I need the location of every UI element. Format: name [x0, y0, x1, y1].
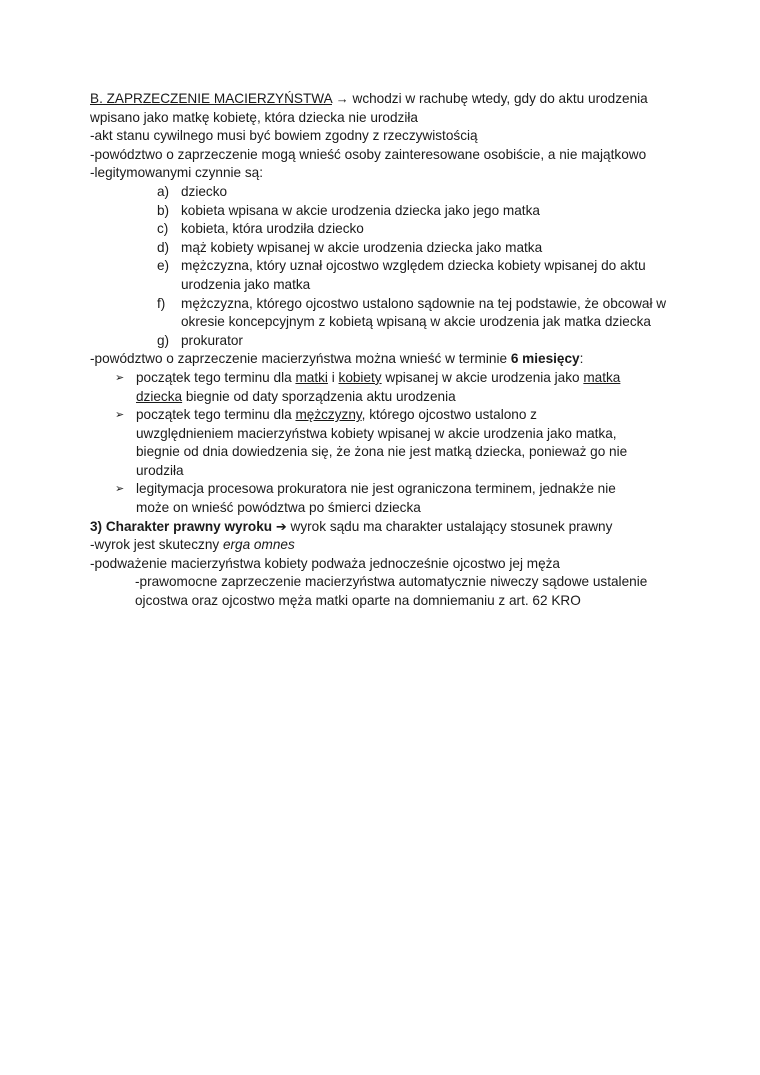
list-item: e) mężczyzna, który uznał ojcostwo względem dziecka kobiety wpisanej do aktu urodzenia jako matka [157, 258, 646, 292]
arrow-bullet-icon: ➢ [115, 371, 125, 384]
list-item: ➢ początek tego terminu dla matki i kobiety wpisanej w akcie urodzenia jako matka dziecka biegnie od daty sporządzenia aktu urodzenia [115, 369, 621, 404]
term-bullets [90, 369, 690, 518]
section-b-heading-line [90, 90, 690, 109]
section-b-intro-line2: wpisano jako matkę kobietę, która dziecka nie urodziła [90, 109, 418, 125]
section-b-line4: -powództwo o zaprzeczenie mogą wnieść osoby zainteresowane osobiście, a nie majątkowo [90, 146, 647, 162]
section-b-title: B. ZAPRZECZENIE MACIERZYŃSTWA [90, 91, 332, 106]
section-3-title: 3) Charakter prawny wyroku [90, 518, 273, 534]
arrow-icon: ➔ [275, 518, 287, 534]
section-3-line3: -podważenie macierzyństwa kobiety podważa jednocześnie ojcostwo jej męża [90, 555, 560, 571]
arrow-bullet-icon: ➢ [115, 409, 125, 422]
list-item: a) dziecko [157, 183, 228, 199]
term-line: -powództwo o zaprzeczenie macierzyństwa można wnieść w terminie 6 miesięcy: [90, 351, 584, 367]
section-b-line5: -legitymowanymi czynnie są: [90, 165, 264, 181]
list-item: c) kobieta, która urodziła dziecko [157, 221, 364, 237]
section-b-line3: -akt stanu cywilnego musi być bowiem zgodny z rzeczywistością [90, 128, 478, 144]
list-item: b) kobieta wpisana w akcie urodzenia dziecka jako jego matka [157, 202, 540, 218]
term-bold: 6 miesięcy [510, 351, 580, 367]
list-item: ➢ początek tego terminu dla mężczyzny, którego ojcostwo ustalono z uwzględnieniem macierzyństwa kobiety wpisanej w akcie urodzenia jako matka, biegnie od dnia dowiedzenia się, że żona nie jest matką dziecka, ponieważ go nie urodziła [115, 407, 628, 478]
arrow-bullet-icon: ➢ [115, 483, 125, 496]
document-body [90, 90, 690, 611]
section-3-line4: -prawomocne zaprzeczenie macierzyństwa automatycznie niweczy sądowe ustalenie ojcostwa oraz ojcostwo męża matki oparte na domniemaniu z art. 62 KRO [135, 574, 648, 609]
section-3-heading-line: 3) Charakter prawny wyroku ➔ wyrok sądu ma charakter ustalający stosunek prawny [90, 518, 613, 534]
section-b-intro: wchodzi w rachubę wtedy, gdy do aktu urodzenia [348, 91, 648, 106]
legitimated-list [90, 183, 690, 350]
list-item: f) mężczyzna, którego ojcostwo ustalono sądownie na tej podstawie, że obcował w okresie koncepcyjnym z kobietą wpisaną w akcie urodzenia jak matka dziecka [157, 295, 667, 330]
arrow-icon: → [335, 91, 349, 106]
list-item: d) mąż kobiety wpisanej w akcie urodzenia dziecka jako matka [157, 239, 543, 255]
list-item: ➢ legitymacja procesowa prokuratora nie jest ograniczona terminem, jednakże nie może on wnieść powództwa po śmierci dziecka [115, 481, 616, 516]
list-item: g) prokurator [157, 332, 243, 348]
section-3-line2: -wyrok jest skuteczny erga omnes [90, 537, 295, 553]
